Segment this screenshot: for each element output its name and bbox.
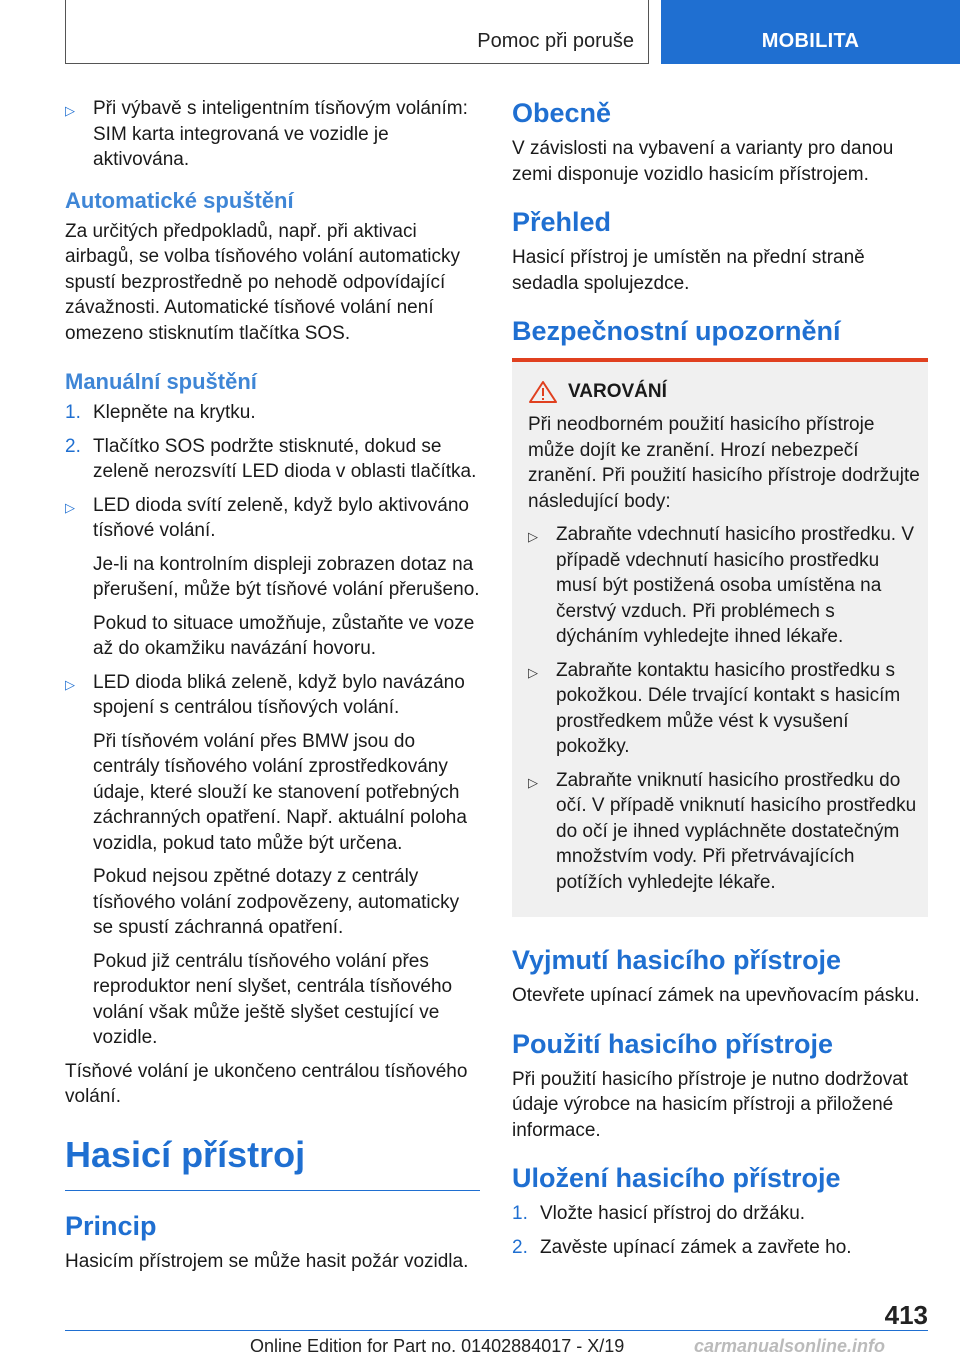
step-text: Zavěste upínací zámek a zavřete ho. [540, 1236, 852, 1258]
warning-triangle-icon [528, 380, 558, 404]
warning-title [528, 380, 920, 404]
footer-watermark[interactable]: carmanualsonline.info [694, 1336, 886, 1356]
general-text: V závislosti na vybavení a varianty pro danou zemi disponuje vozidlo hasicím přístrojem. [512, 138, 894, 185]
footer-rule [65, 1330, 928, 1331]
step-number: 1. [65, 402, 81, 423]
step-number: 1. [512, 1203, 528, 1224]
footer-edition: Online Edition for Part no. 01402884017 - X/19 [250, 1336, 625, 1356]
heading-usage: Použití hasicího přístroje [512, 1028, 834, 1059]
list-item [65, 96, 480, 173]
heading-fire-extinguisher: Hasicí přístroj [65, 1133, 306, 1175]
bullet-text: Při tísňovém volání přes BMW jsou do centrály tísňového volání zprostředkovány údaje, které slouží ke stanovení potřebných záchranných opatření. Např. aktuální poloha vozidla, pokud tato může být určena. [93, 730, 467, 854]
warning-text: Při neodborném použití hasicího přístroje může dojít ke zranění. Hrozí nebezpečí zranění. Při použití hasicího přístroje dodržujte následující body: [528, 414, 920, 512]
step-text: Vložte hasicí přístroj do držáku. [540, 1203, 806, 1224]
heading-general: Obecně [512, 98, 612, 128]
header-section-title: Pomoc při poruše [477, 30, 634, 52]
triangle-bullet-icon: ▷ [65, 499, 75, 515]
intro-list [65, 96, 480, 173]
bullet-text: Zabraňte vdechnutí hasicího prostředku. V případě vdechnutí hasicího prostředku musí být postižená osoba umístěna na čerstvý vzduch. Při problémech s dýcháním vyhledejte ihned lékaře. [556, 524, 915, 647]
step-text: Klepněte na krytku. [93, 402, 256, 423]
heading-rule [65, 1190, 480, 1191]
storage-steps [512, 1201, 928, 1260]
triangle-bullet-icon: ▷ [528, 664, 538, 680]
heading-storage: Uložení hasicího přístroje [512, 1163, 841, 1193]
heading-manual-start: Manuální spuštění [65, 369, 257, 394]
usage-text: Při použití hasicího přístroje je nutno dodržovat údaje výrobce na hasicím přístroji a přiložené informace. [512, 1068, 909, 1141]
bullet-text: Pokud to situace umožňuje, zůstaňte ve voze až do okamžiku navázání hovoru. [93, 612, 475, 659]
list-item [65, 434, 480, 485]
triangle-bullet-icon: ▷ [528, 529, 538, 544]
auto-start-text: Za určitých předpokladů, např. při aktivaci airbagů, se volba tísňového volání automaticky spustí bezprostředně po nehodě odpovídající závažnosti. Automatické tísňové volání není omezeno stisknutím tlačítka SOS. [65, 220, 461, 344]
header-chapter-label: MOBILITA [761, 29, 860, 52]
step-text: Tlačítko SOS podržte stisknuté, dokud se zeleně nerozsvítí LED dioda v oblasti tlačítka. [93, 435, 477, 482]
header-chapter-tab[interactable] [661, 0, 960, 64]
list-item [528, 658, 920, 760]
bullet-text: Při výbavě s inteligentním tísňovým voláním: SIM karta integrovaná ve vozidle je aktivována. [93, 98, 468, 170]
triangle-bullet-icon: ▷ [65, 676, 75, 692]
removal-text: Otevřete upínací zámek na upevňovacím pásku. [512, 985, 920, 1006]
right-column [512, 96, 928, 1268]
heading-overview: Přehled [512, 207, 612, 237]
left-column [65, 96, 480, 1274]
list-item [528, 522, 920, 650]
bullet-text: LED dioda bliká zeleně, když bylo navázáno spojení s centrálou tísňových volání. [93, 671, 465, 718]
bullet-text: Zabraňte kontaktu hasicího prostředku s pokožkou. Déle trvající kontakt s hasicím prostředkem může vést k vysušení pokožky. [556, 659, 901, 757]
list-item [528, 768, 920, 896]
heading-safety: Bezpečnostní upozornění [512, 316, 841, 346]
end-call-text: Tísňové volání je ukončeno centrálou tísňového volání. [65, 1060, 468, 1107]
manual-steps [65, 400, 480, 1051]
bullet-text: Pokud již centrálu tísňového volání přes reproduktor není slyšet, centrála tísňového volání však může ještě slyšet cestující ve vozidle. [93, 950, 453, 1048]
list-item [512, 1235, 928, 1261]
triangle-bullet-icon: ▷ [528, 774, 538, 790]
bullet-text: Zabraňte vniknutí hasicího prostředku do očí. V případě vniknutí hasicího prostředku do očí je ihned vypláchněte dostatečným množstvím vody. Při přetrvávajících potížích vyhledejte lékaře. [556, 769, 917, 893]
heading-principle: Princip [65, 1210, 157, 1241]
bullet-text: Pokud nejsou zpětné dotazy z centrály tísňového volání zodpovězeny, automaticky se spustí záchranná opatření. [93, 866, 460, 938]
step-number: 2. [65, 435, 81, 457]
bullet-text: LED dioda svítí zeleně, když bylo aktivováno tísňové volání. [93, 494, 469, 541]
list-item [65, 670, 480, 1051]
warning-title-text: VAROVÁNÍ [568, 381, 667, 402]
bullet-text: Je-li na kontrolním displeji zobrazen dotaz na přerušení, může být tísňové volání přerušeno. [93, 553, 480, 600]
list-item [65, 493, 480, 662]
list-item [512, 1201, 928, 1227]
principle-text: Hasicím přístrojem se může hasit požár vozidla. [65, 1250, 469, 1272]
heading-auto-start: Automatické spuštění [65, 187, 294, 213]
step-number: 2. [512, 1236, 528, 1258]
page-number: 413 [884, 1300, 928, 1330]
heading-removal: Vyjmutí hasicího přístroje [512, 945, 842, 975]
warning-box [512, 358, 928, 917]
triangle-bullet-icon: ▷ [65, 103, 75, 118]
warning-list [520, 522, 920, 895]
overview-text: Hasicí přístroj je umístěn na přední straně sedadla spolujezdce. [512, 247, 865, 294]
list-item [65, 400, 480, 426]
header-section-box [65, 0, 649, 64]
